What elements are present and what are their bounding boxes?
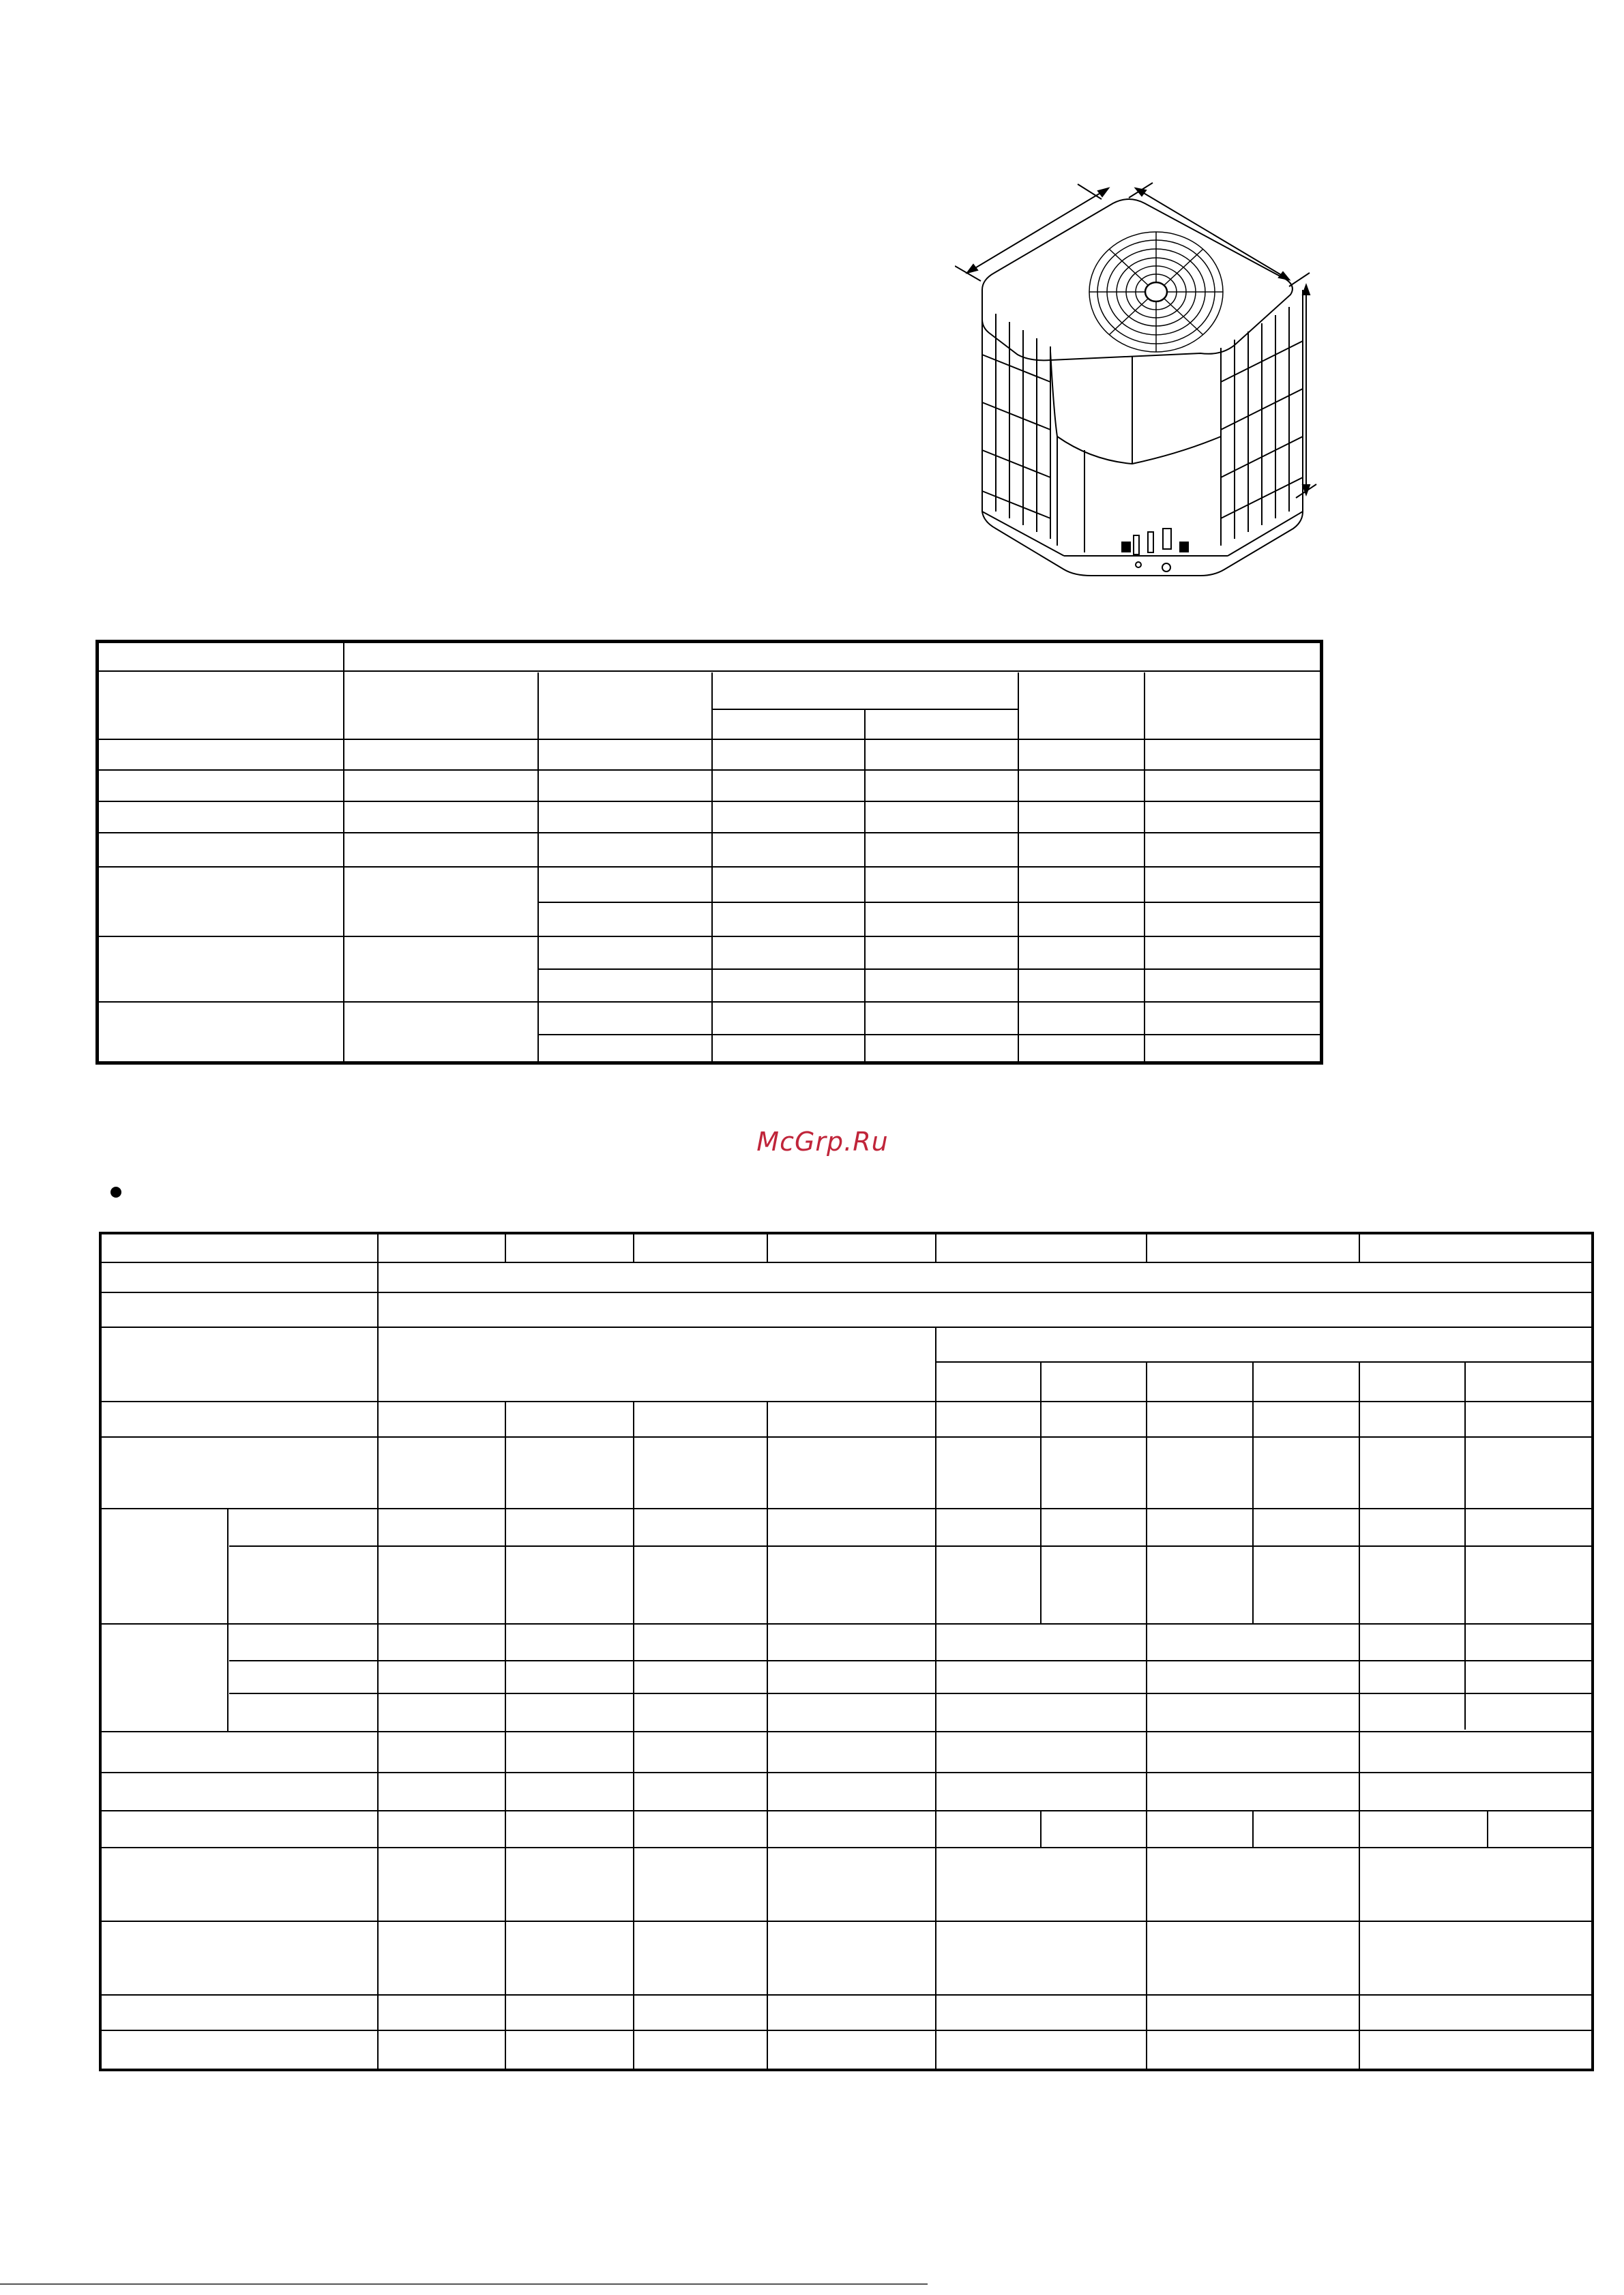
condensing-unit-illustration xyxy=(955,177,1350,593)
footer-rule xyxy=(0,2283,928,2285)
service-valves-icon xyxy=(1122,529,1188,572)
fan-grille-icon xyxy=(1089,232,1223,352)
unit-cabinet xyxy=(982,290,1303,576)
bullet-dot-icon xyxy=(110,1187,121,1198)
unit-top-panel xyxy=(982,199,1293,360)
watermark-text: McGrp.Ru xyxy=(756,1127,889,1157)
